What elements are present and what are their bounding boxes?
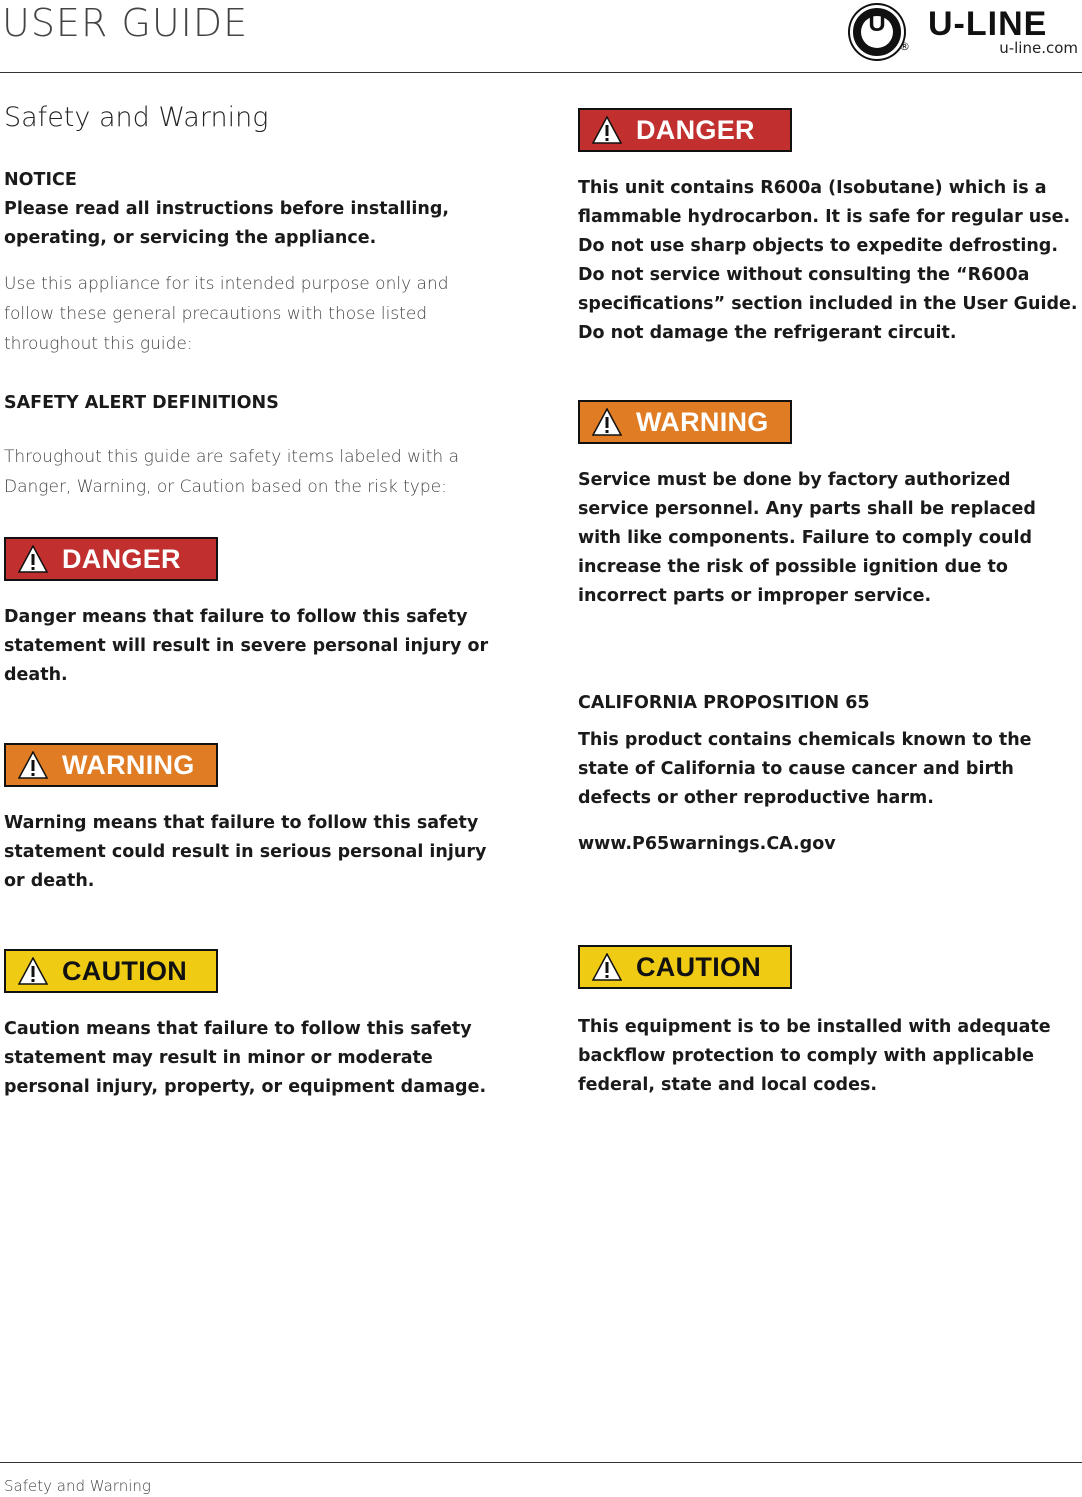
caution-triangle-icon (592, 953, 622, 981)
caution-signal-badge (578, 945, 792, 989)
prop65-heading: CALIFORNIA PROPOSITION 65 (578, 693, 870, 713)
footer-section-label: Safety and Warning (4, 1477, 151, 1495)
caution-signal-label: CAUTION (62, 955, 188, 986)
definitions-heading: SAFETY ALERT DEFINITIONS (4, 393, 279, 413)
warning-triangle-icon (18, 751, 48, 779)
header-divider (0, 72, 1082, 73)
notice-text: Please read all instructions before installing, operating, or servicing the appliance. (4, 199, 450, 248)
danger-signal-badge (578, 108, 792, 152)
danger-signal-label: DANGER (636, 114, 755, 145)
warning-signal-label: WARNING (62, 749, 195, 780)
logo-mark-letter: U (868, 10, 886, 37)
warning-signal-label: WARNING (636, 406, 769, 437)
warning-definition: Warning means that failure to follow this safety statement could result in serious personal injury or death. (4, 813, 487, 891)
warning-triangle-icon (592, 116, 622, 144)
caution-signal-label: CAUTION (636, 951, 762, 982)
caution-triangle-icon (18, 957, 48, 985)
page-header-title: USER GUIDE (2, 1, 249, 45)
intro-text: Use this appliance for its intended purpose only and follow these general precautions with those listed throughout this guide: (4, 274, 449, 354)
section-title: Safety and Warning (4, 102, 269, 133)
danger-signal-label: DANGER (62, 543, 181, 574)
registered-mark: ® (899, 40, 910, 53)
r600a-danger-text: This unit contains R600a (Isobutane) which is a flammable hydrocarbon. It is safe for regular use. Do not use sharp objects to expedite defrosting. Do not service without consulting the “R600a specifications” section included in the User Guide. Do not damage the refrigerant circuit. (578, 178, 1078, 343)
warning-signal-badge (4, 743, 218, 787)
logo-brand: U-LINE (928, 5, 1048, 43)
brand-url: u-line.com (999, 39, 1078, 57)
right-column (578, 108, 1078, 1100)
logo-mark (850, 5, 904, 59)
caution-definition: Caution means that failure to follow this safety statement may result in minor or moderate personal injury, property, or equipment damage. (4, 1019, 487, 1097)
warning-triangle-icon (18, 545, 48, 573)
notice-label: NOTICE (4, 170, 77, 190)
service-warning-text: Service must be done by factory authorized service personnel. Any parts shall be replaced with like components. Failure to comply could increase the risk of possible ignition due to incorrect parts or improper service. (578, 470, 1036, 606)
caution-signal-badge (4, 949, 218, 993)
prop65-text: This product contains chemicals known to the state of California to cause cancer and birth defects or other reproductive harm. (578, 730, 1032, 808)
u-line-logo[interactable] (850, 2, 1080, 60)
danger-signal-badge (4, 537, 218, 581)
left-column (4, 100, 504, 1102)
backflow-caution-text: This equipment is to be installed with adequate backflow protection to comply with applicable federal, state and local codes. (578, 1017, 1051, 1095)
footer-divider (0, 1462, 1082, 1463)
danger-definition: Danger means that failure to follow this safety statement will result in severe personal injury or death. (4, 607, 489, 685)
warning-signal-badge (578, 400, 792, 444)
warning-triangle-icon (592, 408, 622, 436)
definitions-intro: Throughout this guide are safety items labeled with a Danger, Warning, or Caution based on the risk type: (4, 447, 460, 497)
prop65-link[interactable]: www.P65warnings.CA.gov (578, 834, 836, 854)
